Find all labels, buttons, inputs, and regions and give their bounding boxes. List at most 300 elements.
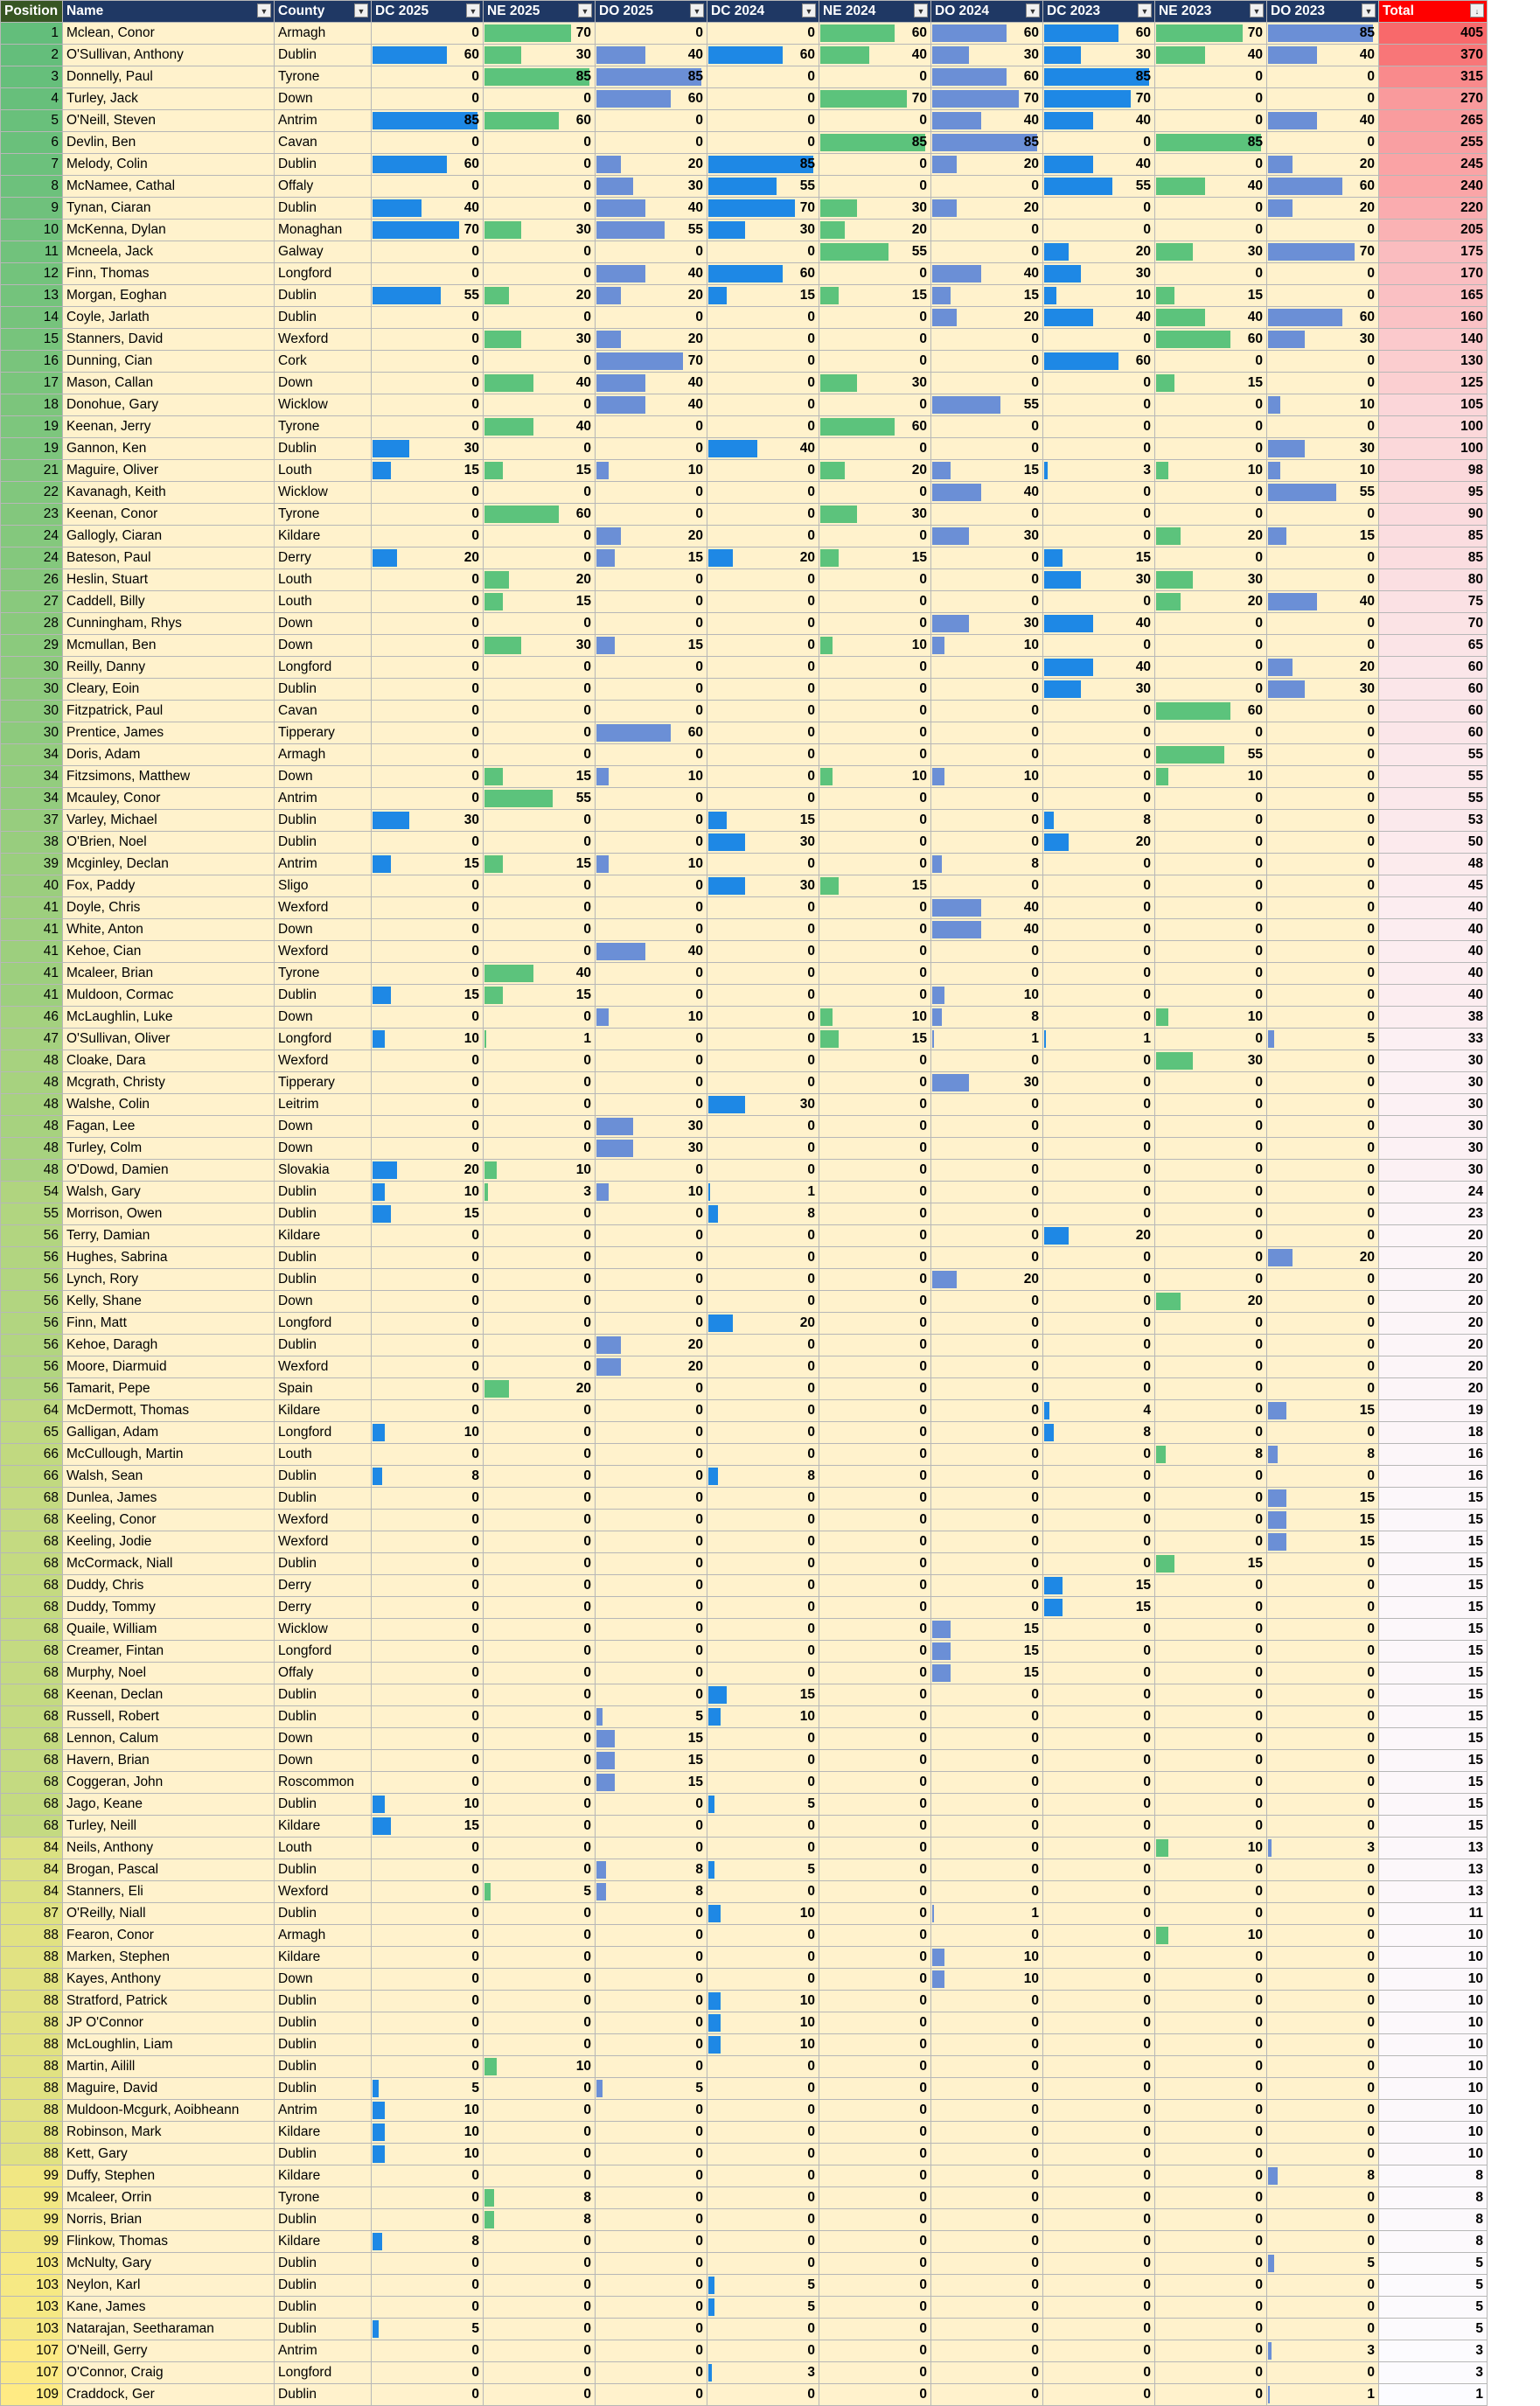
county-cell[interactable]: Kildare (275, 1400, 372, 1422)
score-cell[interactable] (596, 1269, 707, 1291)
score-cell[interactable] (931, 1444, 1043, 1466)
total-cell[interactable]: 270 (1379, 88, 1488, 110)
score-cell[interactable] (1043, 1575, 1155, 1597)
score-cell[interactable] (1043, 1881, 1155, 1903)
county-cell[interactable]: Dublin (275, 1335, 372, 1356)
score-cell[interactable] (1155, 526, 1267, 547)
table-row[interactable] (1, 569, 1488, 591)
score-cell[interactable] (1043, 1160, 1155, 1182)
name-cell[interactable]: Maguire, David (63, 2078, 275, 2100)
score-cell[interactable] (1043, 2165, 1155, 2187)
score-cell[interactable] (1155, 307, 1267, 329)
total-cell[interactable]: 315 (1379, 66, 1488, 88)
score-cell[interactable] (1267, 2012, 1379, 2034)
score-cell[interactable] (707, 351, 819, 373)
score-cell[interactable] (596, 1225, 707, 1247)
total-cell[interactable]: 15 (1379, 1772, 1488, 1794)
table-row[interactable] (1, 1706, 1488, 1728)
name-cell[interactable]: Mclean, Conor (63, 23, 275, 45)
score-cell[interactable] (931, 1466, 1043, 1488)
score-cell[interactable] (596, 635, 707, 657)
name-cell[interactable]: McLaughlin, Luke (63, 1007, 275, 1029)
score-cell[interactable] (1155, 1335, 1267, 1356)
county-cell[interactable]: Wicklow (275, 482, 372, 504)
score-cell[interactable] (1155, 1247, 1267, 1269)
name-cell[interactable]: Mcmullan, Ben (63, 635, 275, 657)
score-cell[interactable] (931, 1378, 1043, 1400)
score-cell[interactable] (931, 591, 1043, 613)
county-cell[interactable]: Antrim (275, 854, 372, 875)
county-cell[interactable]: Dublin (275, 985, 372, 1007)
score-cell[interactable] (1043, 1029, 1155, 1050)
score-cell[interactable] (1155, 679, 1267, 701)
score-cell[interactable] (484, 2319, 596, 2340)
score-cell[interactable] (1155, 1225, 1267, 1247)
score-cell[interactable] (819, 2012, 931, 2034)
score-cell[interactable] (484, 154, 596, 176)
total-cell[interactable]: 130 (1379, 351, 1488, 373)
county-cell[interactable]: Kildare (275, 1225, 372, 1247)
position-cell[interactable]: 19 (1, 438, 63, 460)
score-cell[interactable] (931, 1903, 1043, 1925)
score-cell[interactable] (1155, 832, 1267, 854)
score-cell[interactable] (1155, 1794, 1267, 1816)
score-cell[interactable] (596, 45, 707, 66)
position-cell[interactable]: 30 (1, 722, 63, 744)
score-cell[interactable] (372, 110, 484, 132)
score-cell[interactable] (1043, 2362, 1155, 2384)
score-cell[interactable] (707, 1335, 819, 1356)
county-cell[interactable]: Dublin (275, 1903, 372, 1925)
score-cell[interactable] (707, 526, 819, 547)
table-row[interactable] (1, 1247, 1488, 1269)
position-cell[interactable]: 24 (1, 526, 63, 547)
score-cell[interactable] (1267, 45, 1379, 66)
total-cell[interactable]: 30 (1379, 1072, 1488, 1094)
score-cell[interactable] (372, 1903, 484, 1925)
score-cell[interactable] (707, 329, 819, 351)
score-cell[interactable] (819, 1641, 931, 1663)
score-cell[interactable] (707, 1706, 819, 1728)
score-cell[interactable] (596, 1138, 707, 1160)
position-cell[interactable]: 87 (1, 1903, 63, 1925)
county-cell[interactable]: Louth (275, 591, 372, 613)
county-cell[interactable]: Dublin (275, 2209, 372, 2231)
table-row[interactable] (1, 1838, 1488, 1859)
filter-dropdown-icon[interactable]: ▼ (1362, 3, 1376, 17)
score-cell[interactable] (931, 1838, 1043, 1859)
score-cell[interactable] (707, 1138, 819, 1160)
score-cell[interactable] (931, 1182, 1043, 1203)
total-cell[interactable]: 125 (1379, 373, 1488, 394)
score-cell[interactable] (707, 1969, 819, 1991)
position-cell[interactable]: 88 (1, 2122, 63, 2144)
score-cell[interactable] (931, 832, 1043, 854)
position-cell[interactable]: 68 (1, 1553, 63, 1575)
county-cell[interactable]: Dublin (275, 2144, 372, 2165)
score-cell[interactable] (1267, 1422, 1379, 1444)
score-cell[interactable] (596, 482, 707, 504)
table-row[interactable] (1, 2340, 1488, 2362)
table-row[interactable] (1, 1269, 1488, 1291)
table-row[interactable] (1, 1488, 1488, 1510)
score-cell[interactable] (707, 766, 819, 788)
score-cell[interactable] (596, 1510, 707, 1531)
county-cell[interactable]: Longford (275, 1313, 372, 1335)
score-cell[interactable] (1155, 1597, 1267, 1619)
score-cell[interactable] (1155, 1138, 1267, 1160)
score-cell[interactable] (1155, 66, 1267, 88)
score-cell[interactable] (1267, 701, 1379, 722)
score-cell[interactable] (1043, 2034, 1155, 2056)
score-cell[interactable] (596, 2144, 707, 2165)
score-cell[interactable] (707, 1619, 819, 1641)
score-cell[interactable] (1155, 1684, 1267, 1706)
score-cell[interactable] (1043, 373, 1155, 394)
county-cell[interactable]: Dublin (275, 2297, 372, 2319)
score-cell[interactable] (707, 1400, 819, 1422)
score-cell[interactable] (484, 1531, 596, 1553)
table-row[interactable] (1, 941, 1488, 963)
county-cell[interactable]: Down (275, 1007, 372, 1029)
score-cell[interactable] (931, 1291, 1043, 1313)
score-cell[interactable] (931, 1750, 1043, 1772)
score-cell[interactable] (819, 45, 931, 66)
score-cell[interactable] (931, 176, 1043, 198)
score-cell[interactable] (1155, 1160, 1267, 1182)
score-cell[interactable] (1267, 416, 1379, 438)
score-cell[interactable] (1155, 1947, 1267, 1969)
table-row[interactable] (1, 2231, 1488, 2253)
score-cell[interactable] (1043, 1772, 1155, 1794)
position-cell[interactable]: 88 (1, 2034, 63, 2056)
score-cell[interactable] (596, 416, 707, 438)
position-cell[interactable]: 99 (1, 2165, 63, 2187)
total-cell[interactable]: 15 (1379, 1816, 1488, 1838)
score-cell[interactable] (1043, 1838, 1155, 1859)
name-cell[interactable]: Moore, Diarmuid (63, 1356, 275, 1378)
table-row[interactable] (1, 1182, 1488, 1203)
score-cell[interactable] (819, 1794, 931, 1816)
position-cell[interactable]: 34 (1, 788, 63, 810)
position-cell[interactable]: 48 (1, 1116, 63, 1138)
county-cell[interactable]: Cork (275, 351, 372, 373)
score-cell[interactable] (596, 1400, 707, 1422)
score-cell[interactable] (596, 220, 707, 241)
score-cell[interactable] (707, 2100, 819, 2122)
name-cell[interactable]: McCormack, Niall (63, 1553, 275, 1575)
total-cell[interactable]: 100 (1379, 416, 1488, 438)
position-cell[interactable]: 40 (1, 875, 63, 897)
total-cell[interactable]: 60 (1379, 657, 1488, 679)
score-cell[interactable] (1155, 810, 1267, 832)
score-cell[interactable] (707, 1029, 819, 1050)
score-cell[interactable] (1043, 591, 1155, 613)
score-cell[interactable] (931, 66, 1043, 88)
score-cell[interactable] (596, 2100, 707, 2122)
score-cell[interactable] (1155, 1356, 1267, 1378)
score-cell[interactable] (484, 2384, 596, 2406)
score-cell[interactable] (1043, 1663, 1155, 1684)
name-cell[interactable]: Reilly, Danny (63, 657, 275, 679)
score-cell[interactable] (819, 2034, 931, 2056)
score-cell[interactable] (484, 329, 596, 351)
score-cell[interactable] (707, 1597, 819, 1619)
score-cell[interactable] (596, 941, 707, 963)
position-cell[interactable]: 55 (1, 1203, 63, 1225)
table-row[interactable] (1, 613, 1488, 635)
score-cell[interactable] (1155, 88, 1267, 110)
table-row[interactable] (1, 1663, 1488, 1684)
filter-dropdown-icon[interactable]: ▼ (802, 3, 816, 17)
total-cell[interactable]: 55 (1379, 788, 1488, 810)
position-cell[interactable]: 23 (1, 504, 63, 526)
county-cell[interactable]: Kildare (275, 2165, 372, 2187)
position-cell[interactable]: 88 (1, 2144, 63, 2165)
total-cell[interactable]: 15 (1379, 1684, 1488, 1706)
score-cell[interactable] (1043, 1247, 1155, 1269)
score-cell[interactable] (819, 1160, 931, 1182)
score-cell[interactable] (1043, 1816, 1155, 1838)
table-row[interactable] (1, 744, 1488, 766)
score-cell[interactable] (819, 1094, 931, 1116)
score-cell[interactable] (596, 1160, 707, 1182)
name-cell[interactable]: Fitzpatrick, Paul (63, 701, 275, 722)
table-row[interactable] (1, 394, 1488, 416)
score-cell[interactable] (484, 307, 596, 329)
table-row[interactable] (1, 788, 1488, 810)
score-cell[interactable] (1267, 1138, 1379, 1160)
score-cell[interactable] (372, 963, 484, 985)
table-row[interactable] (1, 110, 1488, 132)
table-row[interactable] (1, 2165, 1488, 2187)
county-cell[interactable]: Dublin (275, 438, 372, 460)
score-cell[interactable] (819, 176, 931, 198)
score-cell[interactable] (596, 897, 707, 919)
score-cell[interactable] (372, 285, 484, 307)
score-cell[interactable] (1267, 1007, 1379, 1029)
score-cell[interactable] (707, 613, 819, 635)
total-cell[interactable]: 10 (1379, 1969, 1488, 1991)
score-cell[interactable] (1267, 1553, 1379, 1575)
score-cell[interactable] (819, 1072, 931, 1094)
score-cell[interactable] (931, 285, 1043, 307)
score-cell[interactable] (1155, 657, 1267, 679)
name-cell[interactable]: Mcgrath, Christy (63, 1072, 275, 1094)
position-cell[interactable]: 84 (1, 1859, 63, 1881)
score-cell[interactable] (372, 1794, 484, 1816)
table-row[interactable] (1, 985, 1488, 1007)
score-cell[interactable] (931, 1510, 1043, 1531)
position-cell[interactable]: 16 (1, 351, 63, 373)
score-cell[interactable] (819, 1116, 931, 1138)
county-cell[interactable]: Down (275, 1728, 372, 1750)
score-cell[interactable] (819, 613, 931, 635)
total-cell[interactable]: 10 (1379, 2122, 1488, 2144)
table-row[interactable] (1, 1728, 1488, 1750)
total-cell[interactable]: 60 (1379, 679, 1488, 701)
score-cell[interactable] (931, 351, 1043, 373)
score-cell[interactable] (1267, 1772, 1379, 1794)
score-cell[interactable] (596, 241, 707, 263)
score-cell[interactable] (484, 963, 596, 985)
score-cell[interactable] (372, 985, 484, 1007)
name-cell[interactable]: Russell, Robert (63, 1706, 275, 1728)
county-cell[interactable]: Longford (275, 1029, 372, 1050)
score-cell[interactable] (484, 1203, 596, 1225)
table-row[interactable] (1, 1313, 1488, 1335)
county-cell[interactable]: Wexford (275, 1510, 372, 1531)
score-cell[interactable] (1043, 2078, 1155, 2100)
county-cell[interactable]: Dublin (275, 1203, 372, 1225)
score-cell[interactable] (819, 438, 931, 460)
name-cell[interactable]: Fearon, Conor (63, 1925, 275, 1947)
score-cell[interactable] (707, 110, 819, 132)
total-cell[interactable]: 15 (1379, 1510, 1488, 1531)
score-cell[interactable] (1155, 2275, 1267, 2297)
name-cell[interactable]: Quaile, William (63, 1619, 275, 1641)
score-cell[interactable] (1155, 1510, 1267, 1531)
table-row[interactable] (1, 154, 1488, 176)
score-cell[interactable] (1155, 1750, 1267, 1772)
name-cell[interactable]: Cloake, Dara (63, 1050, 275, 1072)
position-cell[interactable]: 56 (1, 1225, 63, 1247)
score-cell[interactable] (372, 1072, 484, 1094)
county-cell[interactable]: Dublin (275, 307, 372, 329)
score-cell[interactable] (1267, 394, 1379, 416)
name-cell[interactable]: O'Neill, Gerry (63, 2340, 275, 2362)
position-cell[interactable]: 47 (1, 1029, 63, 1050)
score-cell[interactable] (707, 1881, 819, 1903)
name-cell[interactable]: Kayes, Anthony (63, 1969, 275, 1991)
score-cell[interactable] (484, 45, 596, 66)
name-cell[interactable]: Neylon, Karl (63, 2275, 275, 2297)
score-cell[interactable] (1267, 1684, 1379, 1706)
score-cell[interactable] (1267, 1969, 1379, 1991)
score-cell[interactable] (931, 438, 1043, 460)
score-cell[interactable] (1043, 1225, 1155, 1247)
score-cell[interactable] (707, 1182, 819, 1203)
score-cell[interactable] (372, 1706, 484, 1728)
score-cell[interactable] (819, 1029, 931, 1050)
score-cell[interactable] (931, 2231, 1043, 2253)
score-cell[interactable] (1043, 176, 1155, 198)
score-cell[interactable] (596, 1356, 707, 1378)
name-cell[interactable]: Neils, Anthony (63, 1838, 275, 1859)
county-cell[interactable]: Derry (275, 1575, 372, 1597)
score-cell[interactable] (484, 1160, 596, 1182)
county-cell[interactable]: Longford (275, 1641, 372, 1663)
position-cell[interactable]: 103 (1, 2275, 63, 2297)
score-cell[interactable] (1155, 1641, 1267, 1663)
score-cell[interactable] (1267, 1247, 1379, 1269)
score-cell[interactable] (1155, 1269, 1267, 1291)
score-cell[interactable] (372, 766, 484, 788)
score-cell[interactable] (1155, 2231, 1267, 2253)
table-row[interactable] (1, 241, 1488, 263)
score-cell[interactable] (596, 88, 707, 110)
table-row[interactable] (1, 2297, 1488, 2319)
score-cell[interactable] (707, 482, 819, 504)
county-cell[interactable]: Galway (275, 241, 372, 263)
score-cell[interactable] (1155, 1903, 1267, 1925)
score-cell[interactable] (484, 2253, 596, 2275)
score-cell[interactable] (819, 985, 931, 1007)
score-cell[interactable] (1043, 1750, 1155, 1772)
score-cell[interactable] (931, 744, 1043, 766)
position-cell[interactable]: 41 (1, 897, 63, 919)
county-cell[interactable]: Antrim (275, 2100, 372, 2122)
county-cell[interactable]: Kildare (275, 2122, 372, 2144)
score-cell[interactable] (1155, 635, 1267, 657)
table-row[interactable] (1, 679, 1488, 701)
table-row[interactable] (1, 351, 1488, 373)
score-cell[interactable] (1043, 1422, 1155, 1444)
name-cell[interactable]: Morgan, Eoghan (63, 285, 275, 307)
county-cell[interactable]: Cavan (275, 701, 372, 722)
table-row[interactable] (1, 220, 1488, 241)
score-cell[interactable] (1155, 1094, 1267, 1116)
score-cell[interactable] (484, 613, 596, 635)
table-row[interactable] (1, 2275, 1488, 2297)
score-cell[interactable] (484, 854, 596, 875)
score-cell[interactable] (1267, 1991, 1379, 2012)
score-cell[interactable] (1043, 569, 1155, 591)
score-cell[interactable] (1267, 154, 1379, 176)
score-cell[interactable] (372, 875, 484, 897)
table-row[interactable] (1, 2319, 1488, 2340)
score-cell[interactable] (372, 1444, 484, 1466)
score-cell[interactable] (1267, 1947, 1379, 1969)
score-cell[interactable] (372, 1422, 484, 1444)
score-cell[interactable] (1267, 1116, 1379, 1138)
score-cell[interactable] (1267, 788, 1379, 810)
score-cell[interactable] (596, 1182, 707, 1203)
position-cell[interactable]: 37 (1, 810, 63, 832)
total-cell[interactable]: 5 (1379, 2319, 1488, 2340)
score-cell[interactable] (931, 1029, 1043, 1050)
score-cell[interactable] (1043, 744, 1155, 766)
score-cell[interactable] (1267, 482, 1379, 504)
score-cell[interactable] (596, 1947, 707, 1969)
score-cell[interactable] (1267, 2034, 1379, 2056)
name-cell[interactable]: Terry, Damian (63, 1225, 275, 1247)
county-cell[interactable]: Kildare (275, 2231, 372, 2253)
score-cell[interactable] (1155, 1422, 1267, 1444)
position-cell[interactable]: 7 (1, 154, 63, 176)
score-cell[interactable] (484, 220, 596, 241)
score-cell[interactable] (484, 2078, 596, 2100)
score-cell[interactable] (931, 1597, 1043, 1619)
score-cell[interactable] (1267, 1838, 1379, 1859)
score-cell[interactable] (596, 1597, 707, 1619)
score-cell[interactable] (1043, 1269, 1155, 1291)
score-cell[interactable] (596, 766, 707, 788)
name-cell[interactable]: Donohue, Gary (63, 394, 275, 416)
score-cell[interactable] (1043, 657, 1155, 679)
score-cell[interactable] (372, 2078, 484, 2100)
name-cell[interactable]: Tynan, Ciaran (63, 198, 275, 220)
score-cell[interactable] (596, 1335, 707, 1356)
score-cell[interactable] (372, 1160, 484, 1182)
score-cell[interactable] (372, 45, 484, 66)
table-row[interactable] (1, 504, 1488, 526)
county-cell[interactable]: Dublin (275, 2384, 372, 2406)
total-cell[interactable]: 15 (1379, 1553, 1488, 1575)
score-cell[interactable] (596, 1247, 707, 1269)
score-cell[interactable] (707, 1116, 819, 1138)
table-row[interactable] (1, 1597, 1488, 1619)
